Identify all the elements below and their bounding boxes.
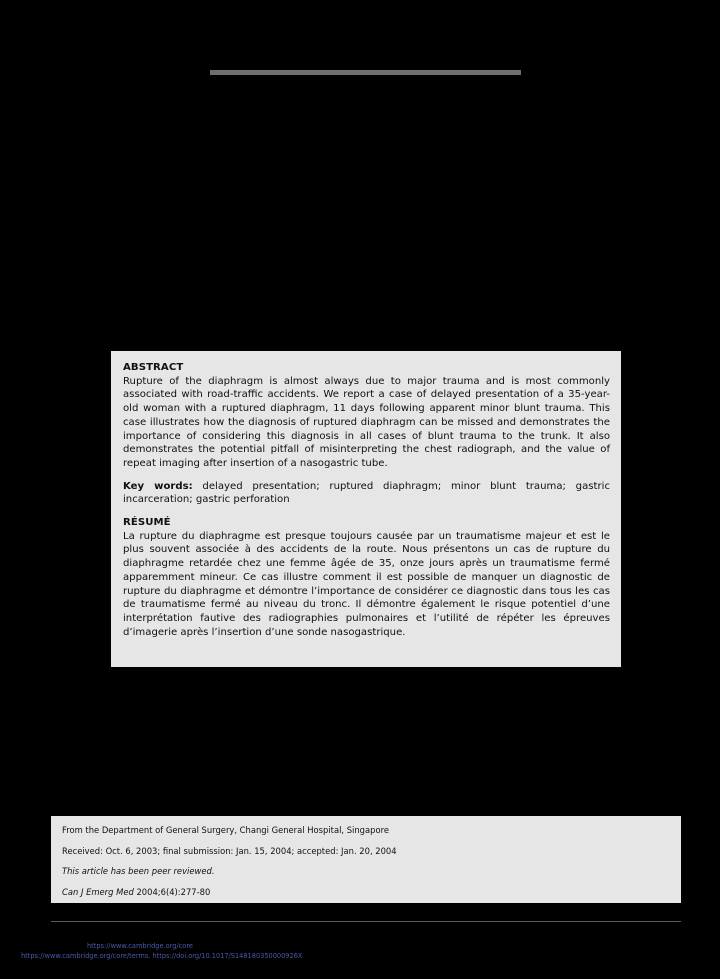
abstract-text: Rupture of the diaphragm is almost always due to major trauma and is most commonly associated with road-traffic accidents. We report a case of delayed presentation of a 35-year-old woman with a ruptured diaphragm, 11 days following apparent minor blunt trauma. This case illustrates how the diagnosis of ruptured diaphragm can be missed and demonstrates the importance of considering this diagnosis in all cases of blunt trauma to the trunk. It also demonstrates the potential pitfall of misinterpreting the chest radiograph, and the value of repeat imaging after insertion of a nasogastric tube. [123, 375, 610, 469]
keywords-label: Key words: [123, 480, 193, 492]
keywords-text: delayed presentation; ruptured diaphragm; minor blunt trauma; gastric incarceration; gastric perforation [123, 480, 610, 506]
abstract-heading: ABSTRACT [123, 362, 184, 373]
article-footnote-panel [51, 816, 681, 903]
header-rule [210, 70, 521, 75]
citation-note [62, 887, 670, 897]
dates-note: Received: Oct. 6, 2003; final submission: Jan. 15, 2004; accepted: Jan. 20, 2004 [62, 845, 397, 856]
footer-rule [51, 921, 681, 922]
terms-doi-link[interactable]: https://www.cambridge.org/core/terms. https://doi.org/10.1017/S148180350000926X [21, 952, 303, 960]
citation-details: 2004;6(4):277-80 [133, 886, 211, 897]
affiliation-note: From the Department of General Surgery, Changi General Hospital, Singapore [62, 825, 389, 835]
keywords-paragraph [123, 480, 610, 507]
abstract-panel [111, 351, 621, 667]
cambridge-core-link[interactable]: https://www.cambridge.org/core [87, 942, 193, 950]
journal-name: Can J Emerg Med [62, 886, 134, 897]
resume-text: La rupture du diaphragme est presque toujours causée par un traumatisme majeur et est le plus souvent associée à des accidents de la route. Nous présentons un cas de rupture du diaphragme retardée chez une femme âgée de 35, onze jours après un traumatisme fermé apparemment mineur. Ce cas illustre comment il est possible de manquer un diagnostic de rupture du diaphragme et démontre l’importance de considérer ce diagnostic dans tous les cas de traumatisme fermé au niveau du tronc. Il démontre également le risque potentiel d’une interprétation fautive des radiographies pulmonaires et l’utilité de répéter les épreuves d’imagerie après l’insertion d’une sonde nasogastrique. [123, 530, 610, 638]
peer-review-note: This article has been peer reviewed. [62, 866, 215, 876]
resume-heading: RÉSUMÉ [123, 517, 171, 529]
